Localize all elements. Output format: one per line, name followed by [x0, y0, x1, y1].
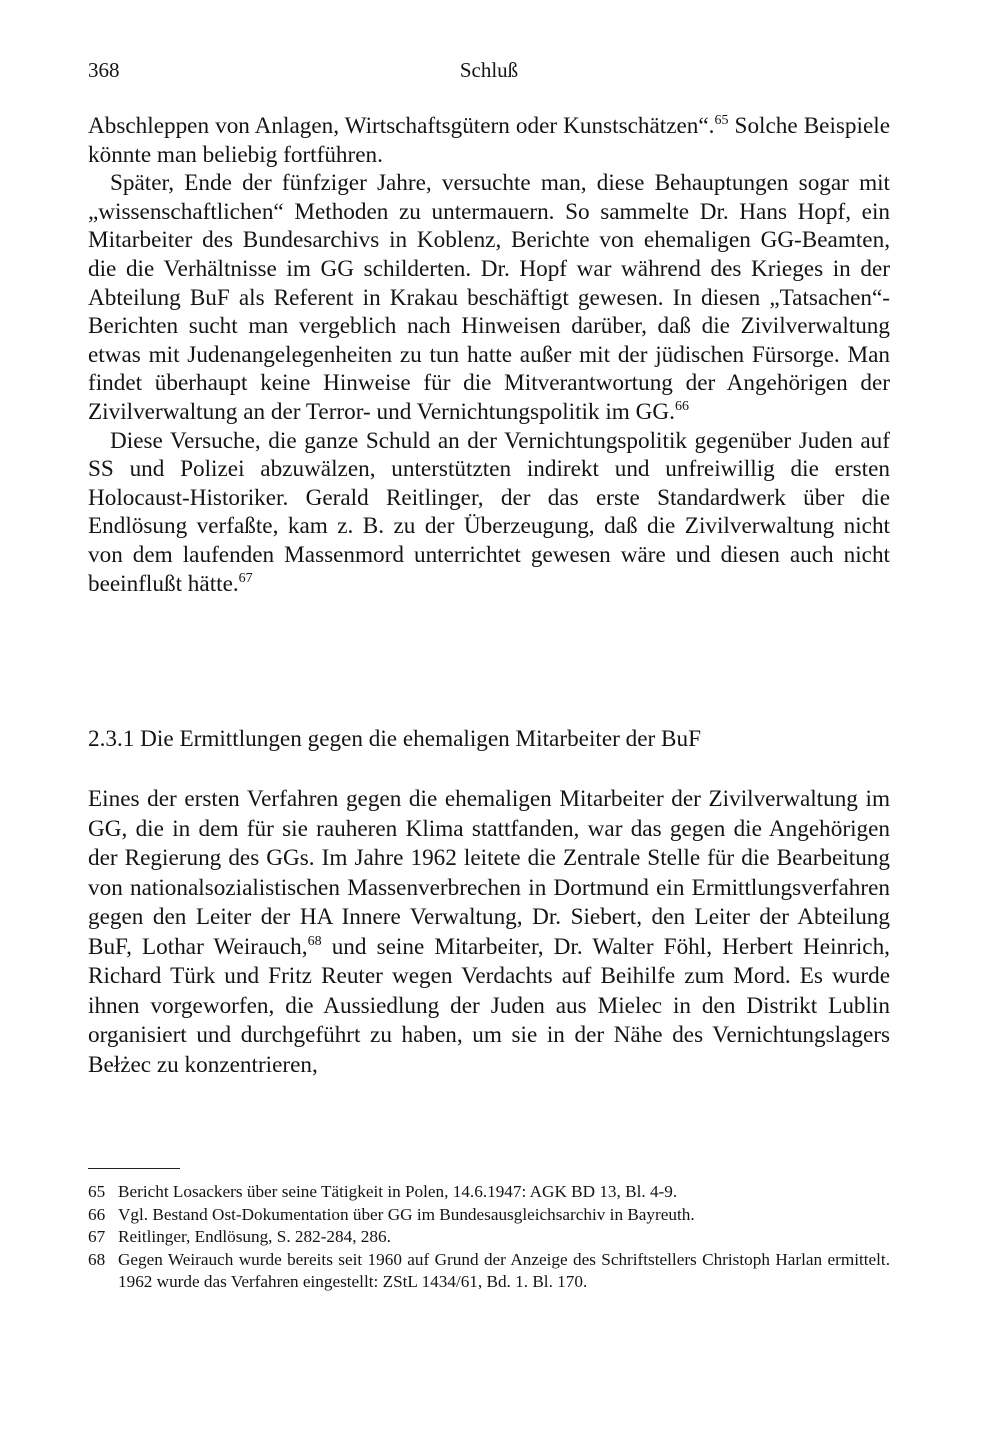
paragraph-text: Diese Versuche, die ganze Schuld an der Vernichtungspolitik gegenüber Juden auf SS und Polizei abzuwälzen, unterstützten indirekt und unfreiwillig die ersten Holocaust-Historiker. Gerald Reitlinger, der das erste Standardwerk über die Endlösung verfaßte, kam z. B. zu der Überzeugung, daß die Zivilverwaltung nicht von dem laufenden Massenmord unterrichtet gewesen wäre und diesen auch nicht beeinflußt hätte. — [88, 427, 890, 597]
footnotes — [88, 1181, 890, 1294]
footnote-text: Reitlinger, Endlösung, S. 282-284, 286. — [118, 1227, 391, 1246]
body-text — [88, 112, 890, 598]
page-number: 368 — [88, 58, 120, 82]
footnote-number: 67 — [88, 1227, 106, 1246]
paragraph — [88, 785, 890, 1080]
footnote — [88, 1226, 890, 1249]
footnote — [88, 1249, 890, 1294]
footnote-number: 66 — [88, 1204, 106, 1224]
footnote-text: Gegen Weirauch wurde bereits seit 1960 auf Grund der Anzeige des Schriftstellers Christoph Harlan ermittelt. 1962 wurde das Verfahren eingestellt: ZStL 1434/61, Bd. 1. Bl. 170. — [118, 1249, 890, 1291]
footnote-ref: 66 — [674, 398, 689, 414]
section-heading: 2.3.1 Die Ermittlungen gegen die ehemaligen Mitarbeiter der BuF — [88, 726, 702, 752]
footnote — [88, 1181, 890, 1204]
paragraph — [88, 169, 890, 426]
footnote-text: Vgl. Bestand Ost-Dokumentation über GG im Bundesausgleichsarchiv in Bayreuth. — [118, 1204, 695, 1224]
running-head: Schluß — [459, 58, 519, 82]
page-header — [88, 58, 890, 88]
footnote-ref: 65 — [714, 113, 729, 128]
paragraph-text: Eines der ersten Verfahren gegen die ehemaligen Mitarbeiter der Zivilverwaltung im GG, die in dem für sie rauheren Klima stattfanden, war das gegen die Angehörigen der Regierung des GGs. Im Jahre 1962 leitete die Zentrale Stelle für die Bearbeitung von nationalsozialistischen Massenverbrechen in Dortmund ein Ermittlungsverfahren gegen den Leiter der HA Innere Verwaltung, Dr. Siebert, den Leiter der Abteilung BuF, Lothar Weirauch, — [88, 786, 890, 960]
paragraph — [88, 112, 890, 169]
paragraph — [88, 427, 890, 599]
footnote-text: Bericht Losackers über seine Tätigkeit in Polen, 14.6.1947: AGK BD 13, Bl. 4-9. — [118, 1182, 678, 1201]
footnote-rule — [88, 1168, 180, 1169]
footnote-number: 65 — [88, 1182, 106, 1201]
paragraph-text: und seine Mitarbeiter, Dr. Walter Föhl, Herbert Heinrich, Richard Türk und Fritz Reuter wegen Verdachts auf Beihilfe zum Mord. Es wurde ihnen vorgeworfen, die Aussiedlung der Juden aus Mielec in den Distrikt Lublin organisiert und durchgeführt zu haben, um sie in der Nähe des Vernichtungslagers Bełżec zu konzentrieren, — [88, 933, 890, 1078]
footnote-number: 68 — [88, 1249, 106, 1269]
footnote — [88, 1204, 890, 1227]
section-text — [88, 785, 890, 1080]
footnote-ref: 67 — [238, 570, 253, 586]
paragraph-text: Solche Beispiele könnte man beliebig fortführen. — [88, 113, 890, 168]
paragraph-text: Später, Ende der fünfziger Jahre, versuchte man, diese Behauptungen sogar mit „wissenschaftlichen“ Methoden zu untermauern. So sammelte Dr. Hans Hopf, ein Mitarbeiter des Bundesarchivs in Koblenz, Berichte von ehemaligen GG-Beamten, die die Verhältnisse im GG schilderten. Dr. Hopf war während des Krieges in der Abteilung BuF als Referent in Krakau beschäftigt gewesen. In diesen „Tatsachen“-Berichten sucht man vergeblich nach Hinweisen darüber, daß die Zivilverwaltung etwas mit Judenangelegenheiten zu tun hatte außer mit der jüdischen Fürsorge. Man findet überhaupt keine Hinweise für die Mitverantwortung der Angehörigen der Zivilverwaltung an der Terror- und Vernichtungspolitik im GG. — [88, 170, 890, 425]
paragraph-text: Abschleppen von Anlagen, Wirtschaftsgütern oder Kunstschätzen“. — [88, 113, 715, 139]
footnote-ref: 68 — [307, 933, 322, 949]
